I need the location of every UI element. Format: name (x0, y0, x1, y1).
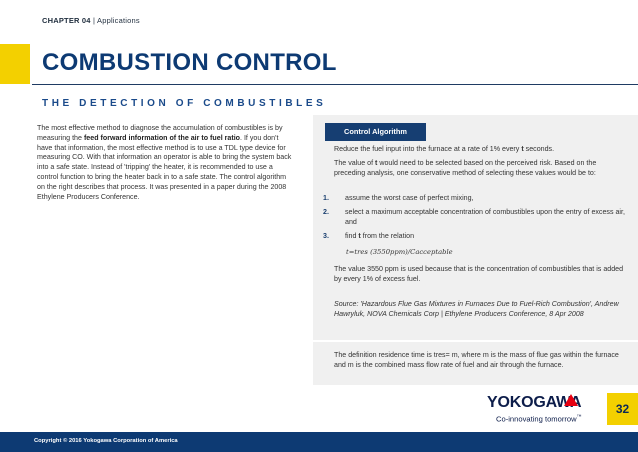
panel-tab-label: Control Algorithm (325, 123, 426, 141)
list-number: 3. (323, 232, 329, 240)
selection-text: The value of (334, 159, 376, 167)
list-number: 1. (323, 194, 329, 202)
yokogawa-logo: YOKOGAWA (487, 394, 582, 411)
list-number: 2. (323, 208, 329, 216)
list-item (323, 208, 635, 228)
trademark-mark: ™ (576, 414, 582, 420)
selection-text-end: would need to be selected based on the perceived risk. Based on the preceding analysis, one conservative method of selecting these values would be to: (334, 159, 597, 177)
chapter-number: CHAPTER 04 (42, 16, 91, 25)
rate-var: t (521, 145, 524, 153)
intro-text-start: The most effective method to diagnose the accumulation of combustibles is by measuring the (37, 124, 283, 142)
section-heading: THE DETECTION OF COMBUSTIBLES (42, 98, 327, 109)
logo-triangle-icon (564, 394, 578, 406)
brand-tagline (496, 414, 582, 424)
list-var: t (358, 232, 361, 240)
copyright-text: Copyright © 2016 Yokogawa Corporation of America (34, 438, 178, 444)
definition-paragraph: The definition residence time is tres= m, where m is the mass of flue gas within the furnace and m is the combined mass flow rate of fuel and air through the furnace. (334, 351, 619, 369)
page-title: COMBUSTION CONTROL (42, 49, 337, 76)
selection-paragraph (334, 159, 624, 179)
value-note: The value 3550 ppm is used because that is the concentration of combustibles that is added by every 1% of excess fuel. (334, 265, 624, 283)
list-text: assume the worst case of perfect mixing, (345, 194, 474, 202)
formula: t=tres (3550ppm)/Cacceptable (346, 248, 453, 256)
list-text: find (345, 232, 359, 240)
algorithm-step-intro (334, 145, 624, 155)
tagline-text: Co-innovating tomorrow (496, 414, 577, 424)
list-text: select a maximum acceptable concentration of combustibles upon the entry of excess air, and (345, 208, 625, 226)
source-citation: Source: 'Hazardous Flue Gas Mixtures in Furnaces Due to Fuel-Rich Combustion', Andrew Hawryluk, NOVA Chemicals Corp | Ethylene Producers Conference, 8 Apr 2008 (334, 300, 619, 318)
chapter-label (42, 16, 140, 25)
list-text-end: from the relation (360, 232, 415, 240)
intro-text-rest: . If you don't have that information, the most effective method is to use a TDL type device for measuring CO. With that information an operator is able to bring the system back into a safe state. Instead of 'tripping' the heater, it is recommended to use a control function to bring the heater back in to a safe state. The control algorithm on the right describes that process. It was presented in a paper during the 2008 Ethylene Producers Conference. (37, 133, 292, 201)
title-accent-bar (0, 44, 30, 84)
intro-paragraph (37, 124, 293, 202)
rate-text: Reduce the fuel input into the furnace at a rate of 1% every (334, 145, 522, 153)
list-item (323, 232, 635, 242)
page-number: 32 (607, 393, 638, 425)
list-item (323, 194, 635, 204)
selection-var: t (375, 159, 378, 167)
intro-bold-phrase: feed forward information of the air to fuel ratio (83, 133, 241, 142)
title-divider (32, 84, 638, 85)
chapter-section: Applications (97, 16, 140, 25)
rate-text-end: seconds. (523, 145, 555, 153)
chapter-separator: | (90, 16, 97, 25)
panel-divider (313, 340, 638, 342)
